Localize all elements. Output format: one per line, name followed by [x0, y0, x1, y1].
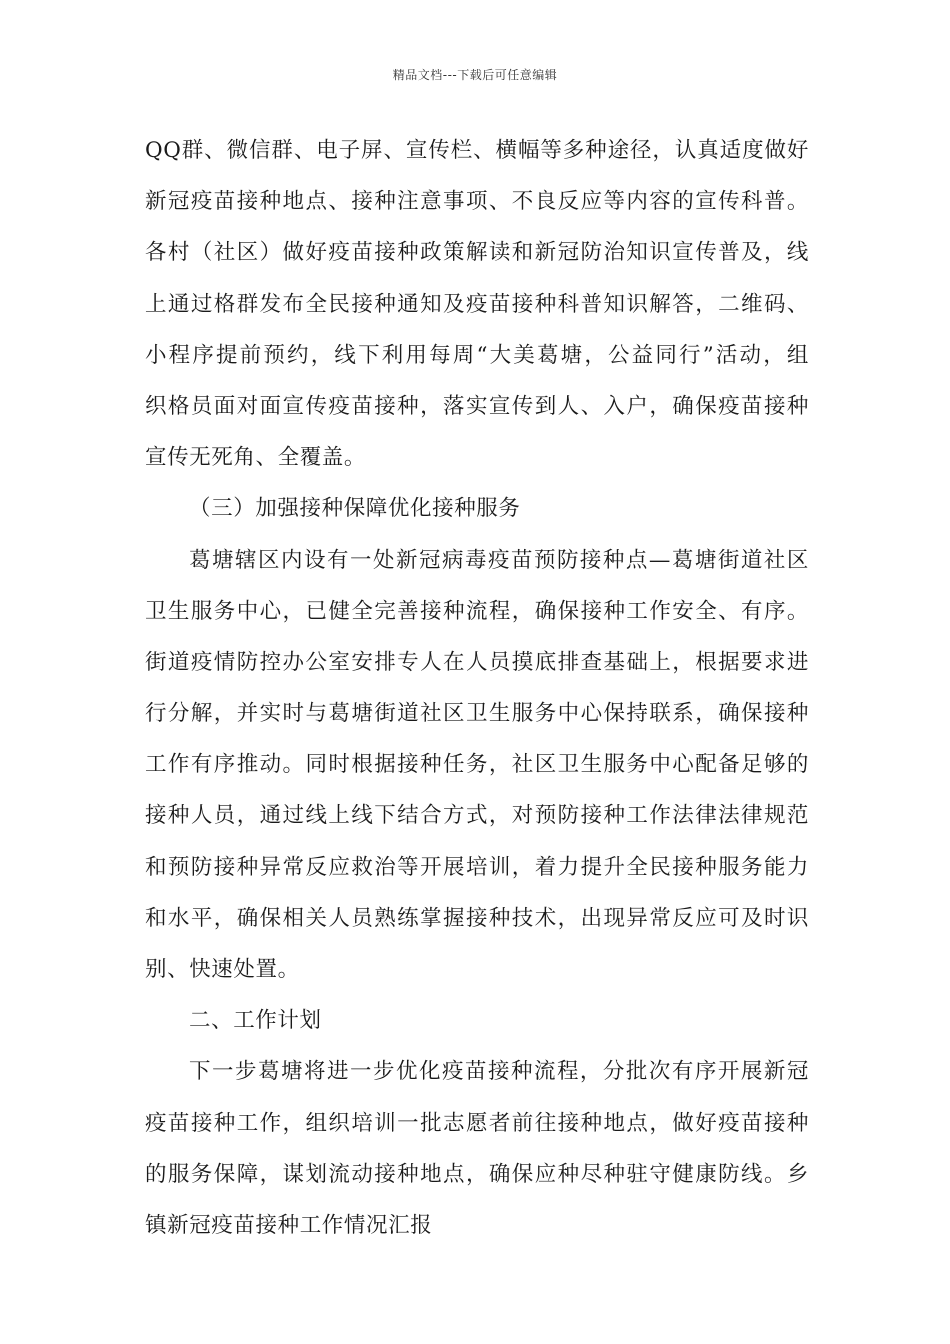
text-line: 别、快速处置。	[145, 957, 300, 982]
text-line: 新冠疫苗接种地点、接种注意事项、不良反应等内容的宣传科普。	[145, 189, 809, 215]
text-line: 街道疫情防控办公室安排专人在人员摸底排查基础上，根据要求进	[145, 649, 809, 675]
text-line: 下一步葛塘将进一步优化疫苗接种流程，分批次有序开展新冠	[189, 1059, 809, 1085]
text-line: 和预防接种异常反应救治等开展培训，着力提升全民接种服务能力	[145, 854, 809, 880]
text-line: 行分解，并实时与葛塘街道社区卫生服务中心保持联系，确保接种	[145, 701, 809, 727]
text-line: 各村（社区）做好疫苗接种政策解读和新冠防治知识宣传普及，线	[145, 240, 809, 266]
text-line: 宣传无死角、全覆盖。	[145, 445, 367, 471]
text-line: QQ群、微信群、电子屏、宣传栏、横幅等多种途径，认真适度做好	[145, 138, 809, 163]
document-body	[145, 131, 809, 1257]
text-line: 接种人员，通过线上线下结合方式，对预防接种工作法律法律规范	[145, 803, 809, 829]
text-line: 工作有序推动。同时根据接种任务，社区卫生服务中心配备足够的	[145, 752, 809, 778]
text-line: 疫苗接种工作，组织培训一批志愿者前往接种地点，做好疫苗接种	[145, 1110, 809, 1136]
text-line: 二、工作计划	[189, 1008, 322, 1034]
text-line: 葛塘辖区内设有一处新冠病毒疫苗预防接种点—葛塘街道社区	[189, 547, 809, 573]
text-line: 上通过格群发布全民接种通知及疫苗接种科普知识解答，二维码、	[145, 291, 809, 317]
text-line: 卫生服务中心，已健全完善接种流程，确保接种工作安全、有序。	[145, 598, 809, 624]
text-line: 的服务保障，谋划流动接种地点，确保应种尽种驻守健康防线。乡	[145, 1161, 809, 1187]
text-line: （三）加强接种保障优化接种服务	[189, 496, 521, 522]
text-line: 织格员面对面宣传疫苗接种，落实宣传到人、入户，确保疫苗接种	[145, 393, 809, 419]
page-header: 精品文档---下载后可任意编辑	[392, 68, 558, 82]
text-line: 镇新冠疫苗接种工作情况汇报	[145, 1212, 433, 1238]
text-line: 和水平，确保相关人员熟练掌握接种技术，出现异常反应可及时识	[145, 905, 809, 931]
text-line: 小程序提前预约，线下利用每周“大美葛塘，公益同行”活动，组	[145, 342, 809, 368]
